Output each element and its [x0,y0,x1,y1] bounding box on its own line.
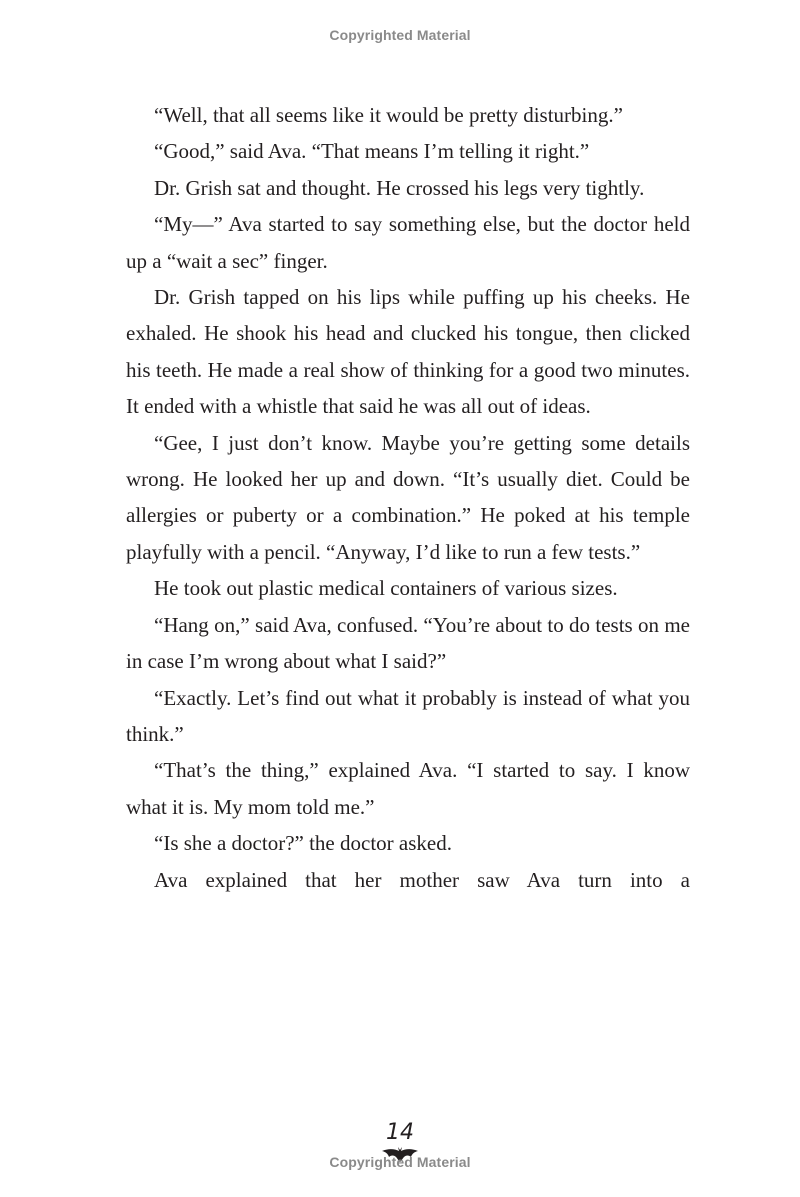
paragraph: “Good,” said Ava. “That means I’m telling it right.” [154,139,590,164]
body-text [126,97,690,898]
paragraph: Dr. Grish tapped on his lips while puffing up his cheeks. He exhaled. He shook his head and clucked his tongue, then clicked his teeth. He made a real show of thinking for a good two minutes. It ended with a whistle that said he was all out of ideas. [126,285,690,419]
paragraph: Ava explained that her mother saw Ava turn into a [154,867,690,892]
paragraph: Dr. Grish sat and thought. He crossed his legs very tightly. [154,175,645,200]
paragraph: “Well, that all seems like it would be pretty disturbing.” [154,103,623,127]
paragraph: “Gee, I just don’t know. Maybe you’re getting some details wrong. He looked her up and down. “It’s usually diet. Could be allergies or puberty or a combination.” He poked at his temple playfully with a pencil. “Anyway, I’d like to run a few tests.” [126,430,690,564]
copyright-watermark-bottom: Copyrighted Material [329,1154,471,1170]
paragraph: “Is she a doctor?” the doctor asked. [154,831,452,856]
copyright-watermark-top: Copyrighted Material [329,27,471,43]
paragraph: “Exactly. Let’s find out what it probably is instead of what you think.” [126,685,690,746]
page-number: 14 [386,1120,414,1145]
paragraph: He took out plastic medical containers of various sizes. [154,576,618,601]
paragraph: “My—” Ava started to say something else, but the doctor held up a “wait a sec” finger. [126,212,690,273]
paragraph: “That’s the thing,” explained Ava. “I started to say. I know what it is. My mom told me.” [126,758,690,819]
paragraph: “Hang on,” said Ava, confused. “You’re about to do tests on me in case I’m wrong about what I said?” [126,612,690,674]
